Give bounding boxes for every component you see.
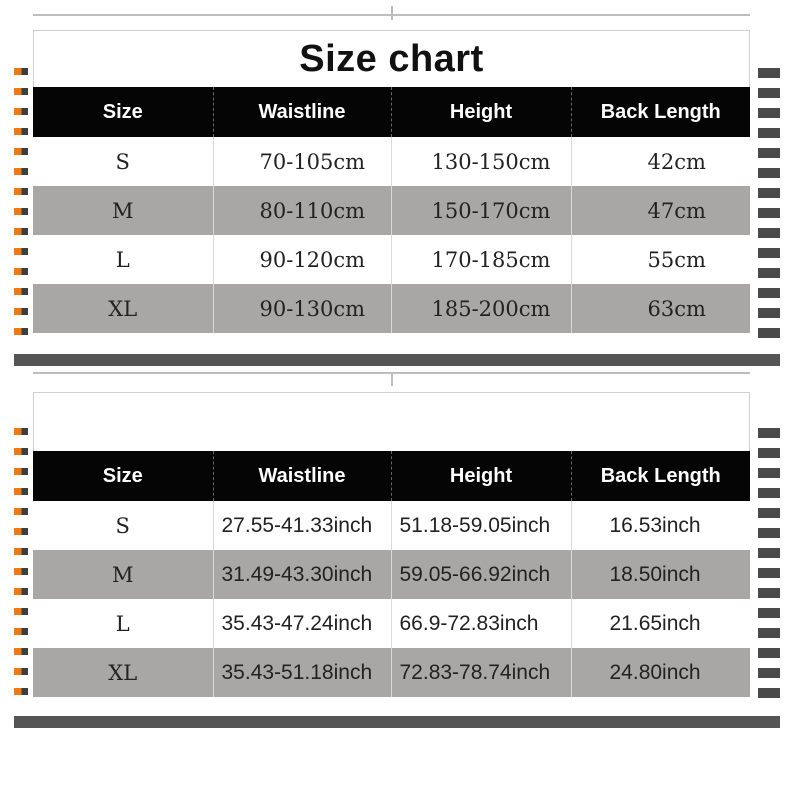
stripe-segment xyxy=(14,668,28,675)
height-cell: 51.18-59.05inch xyxy=(391,501,571,550)
table-row xyxy=(33,186,750,235)
bottom-bar xyxy=(14,354,780,366)
stripe-segment xyxy=(758,628,780,638)
back-length-cell: 55cm xyxy=(571,235,750,284)
header-back-length: Back Length xyxy=(571,451,750,501)
stripe-segment xyxy=(14,528,28,535)
stripe-segment xyxy=(758,688,780,698)
size-cell: S xyxy=(33,137,213,186)
waistline-cell: 35.43-47.24inch xyxy=(213,599,391,648)
size-cell: L xyxy=(33,235,213,284)
back-length-cell: 47cm xyxy=(571,186,750,235)
title-row xyxy=(33,30,750,87)
stripe-segment xyxy=(14,148,28,155)
height-cell: 185-200cm xyxy=(391,284,571,333)
stripe-segment xyxy=(758,328,780,338)
stripe-segment xyxy=(758,188,780,198)
table-row xyxy=(33,284,750,333)
stripe-segment xyxy=(758,428,780,438)
stripe-segment xyxy=(758,448,780,458)
stripe-segment xyxy=(14,628,28,635)
stripe-segment xyxy=(14,188,28,195)
divider-tick xyxy=(391,6,393,20)
stripe-segment xyxy=(14,688,28,695)
table-header-row xyxy=(33,451,750,501)
stripe-segment xyxy=(758,528,780,538)
size-cell: XL xyxy=(33,648,213,697)
back-length-cell: 18.50inch xyxy=(571,550,750,599)
back-length-cell: 21.65inch xyxy=(571,599,750,648)
waistline-cell: 27.55-41.33inch xyxy=(213,501,391,550)
stripe-segment xyxy=(758,268,780,278)
header-size: Size xyxy=(33,87,213,137)
size-chart-inch xyxy=(33,392,750,697)
size-table-cm xyxy=(33,87,750,333)
header-size: Size xyxy=(33,451,213,501)
height-cell: 66.9-72.83inch xyxy=(391,599,571,648)
size-cell: L xyxy=(33,599,213,648)
stripe-segment xyxy=(14,428,28,435)
stripe-segment xyxy=(758,88,780,98)
stripe-segment xyxy=(14,448,28,455)
stripe-segment xyxy=(14,568,28,575)
stripe-segment xyxy=(14,248,28,255)
stripe-segment xyxy=(758,168,780,178)
size-table-inch xyxy=(33,451,750,697)
bottom-bar xyxy=(14,716,780,728)
stripe-segment xyxy=(758,648,780,658)
height-cell: 150-170cm xyxy=(391,186,571,235)
stripe-segment xyxy=(14,468,28,475)
back-length-cell: 42cm xyxy=(571,137,750,186)
stripe-segment xyxy=(14,108,28,115)
stripe-segment xyxy=(758,128,780,138)
header-back-length: Back Length xyxy=(571,87,750,137)
height-cell: 72.83-78.74inch xyxy=(391,648,571,697)
height-cell: 59.05-66.92inch xyxy=(391,550,571,599)
back-length-cell: 63cm xyxy=(571,284,750,333)
stripe-segment xyxy=(758,508,780,518)
waistline-cell: 35.43-51.18inch xyxy=(213,648,391,697)
back-length-cell: 16.53inch xyxy=(571,501,750,550)
waistline-cell: 70-105cm xyxy=(213,137,391,186)
height-cell: 130-150cm xyxy=(391,137,571,186)
table-row xyxy=(33,648,750,697)
size-cell: XL xyxy=(33,284,213,333)
waistline-cell: 90-130cm xyxy=(213,284,391,333)
stripe-segment xyxy=(14,608,28,615)
waistline-cell: 80-110cm xyxy=(213,186,391,235)
size-cell: M xyxy=(33,550,213,599)
stripe-segment xyxy=(14,268,28,275)
stripe-segment xyxy=(758,668,780,678)
waistline-cell: 31.49-43.30inch xyxy=(213,550,391,599)
table-header-row xyxy=(33,87,750,137)
table-row xyxy=(33,599,750,648)
stripe-segment xyxy=(14,308,28,315)
header-height: Height xyxy=(391,451,571,501)
stripe-segment xyxy=(758,588,780,598)
divider-tick xyxy=(391,372,393,386)
stripe-segment xyxy=(758,608,780,618)
stripe-segment xyxy=(14,508,28,515)
stripe-segment xyxy=(758,468,780,478)
size-chart-cm xyxy=(33,30,750,333)
stripe-segment xyxy=(14,328,28,335)
header-height: Height xyxy=(391,87,571,137)
stripe-segment xyxy=(14,548,28,555)
stripe-segment xyxy=(14,488,28,495)
back-length-cell: 24.80inch xyxy=(571,648,750,697)
stripe-segment xyxy=(14,208,28,215)
size-cell: M xyxy=(33,186,213,235)
stripe-segment xyxy=(758,228,780,238)
stripe-segment xyxy=(758,208,780,218)
stripe-segment xyxy=(758,108,780,118)
header-waistline: Waistline xyxy=(213,87,391,137)
height-cell: 170-185cm xyxy=(391,235,571,284)
stripe-segment xyxy=(758,488,780,498)
waistline-cell: 90-120cm xyxy=(213,235,391,284)
table-row xyxy=(33,137,750,186)
stripe-segment xyxy=(14,128,28,135)
stripe-segment xyxy=(758,548,780,558)
table-row xyxy=(33,501,750,550)
stripe-segment xyxy=(758,248,780,258)
header-waistline: Waistline xyxy=(213,451,391,501)
stripe-segment xyxy=(14,88,28,95)
stripe-segment xyxy=(14,68,28,75)
stripe-segment xyxy=(14,168,28,175)
stripe-segment xyxy=(14,288,28,295)
table-row xyxy=(33,235,750,284)
stripe-segment xyxy=(758,148,780,158)
stripe-segment xyxy=(758,288,780,298)
table-row xyxy=(33,550,750,599)
chart-title: Size chart xyxy=(299,37,484,80)
stripe-segment xyxy=(14,648,28,655)
stripe-segment xyxy=(758,568,780,578)
stripe-segment xyxy=(14,228,28,235)
blank-title-row xyxy=(33,392,750,451)
size-cell: S xyxy=(33,501,213,550)
stripe-segment xyxy=(758,308,780,318)
stripe-segment xyxy=(758,68,780,78)
stripe-segment xyxy=(14,588,28,595)
